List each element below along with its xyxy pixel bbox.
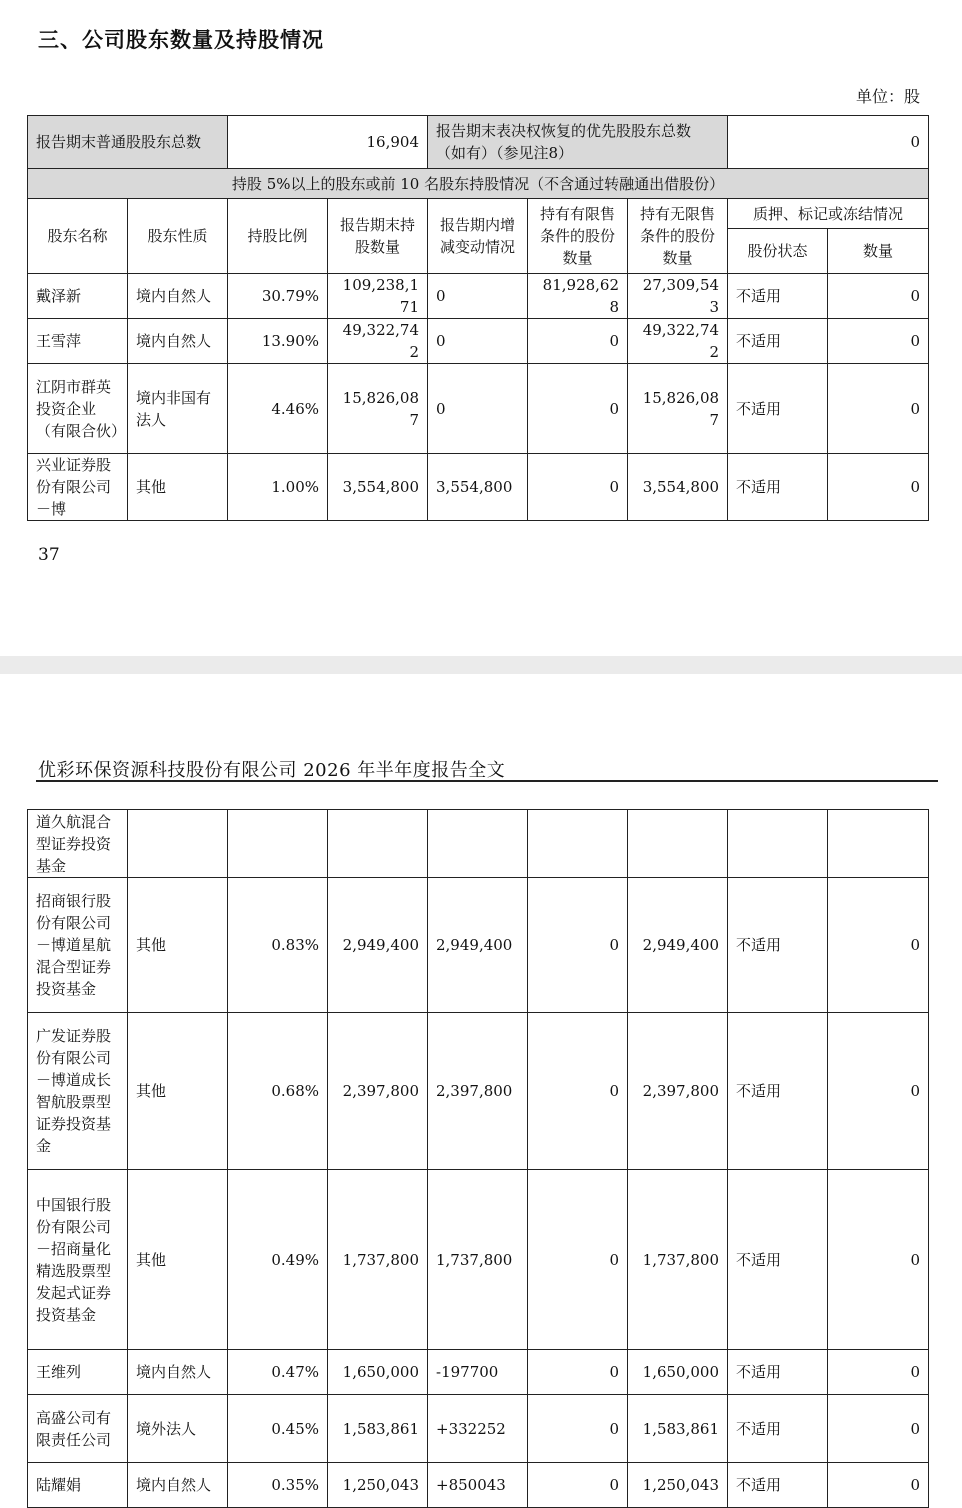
band-row bbox=[28, 169, 929, 199]
page-bottom bbox=[0, 674, 962, 1508]
cell-nature: 其他 bbox=[128, 878, 228, 1013]
cell-ratio: 0.35% bbox=[228, 1463, 328, 1508]
cell-ratio: 0.47% bbox=[228, 1350, 328, 1395]
summary-row bbox=[28, 116, 929, 169]
summary-common-value: 16,904 bbox=[228, 116, 428, 169]
cell-nature: 境内非国有法人 bbox=[128, 364, 228, 454]
cell-qty: 0 bbox=[828, 1463, 929, 1508]
cell-unrestricted: 1,583,861 bbox=[628, 1395, 728, 1463]
cell-shares: 109,238,171 bbox=[328, 274, 428, 319]
cell-change: -197700 bbox=[428, 1350, 528, 1395]
cell-ratio: 1.00% bbox=[228, 454, 328, 521]
header-rule bbox=[36, 780, 938, 782]
cell-ratio: 0.49% bbox=[228, 1170, 328, 1350]
unit-label: 单位：股 bbox=[855, 87, 920, 106]
document-header: 优彩环保资源科技股份有限公司 2026 年半年度报告全文 bbox=[38, 760, 506, 781]
cell-ratio: 0.83% bbox=[228, 878, 328, 1013]
cell-name: 陆耀娟 bbox=[28, 1463, 128, 1508]
cell-status: 不适用 bbox=[728, 454, 828, 521]
cell-ratio: 4.46% bbox=[228, 364, 328, 454]
table-row bbox=[28, 1170, 929, 1350]
cell-shares: 2,397,800 bbox=[328, 1013, 428, 1170]
cell-qty: 0 bbox=[828, 878, 929, 1013]
cell-change: 0 bbox=[428, 319, 528, 364]
table-row bbox=[28, 1350, 929, 1395]
cell-unrestricted: 1,737,800 bbox=[628, 1170, 728, 1350]
cell-qty: 0 bbox=[828, 364, 929, 454]
cell-shares: 15,826,087 bbox=[328, 364, 428, 454]
col-header-shares: 报告期末持股数量 bbox=[328, 199, 428, 274]
table-row bbox=[28, 319, 929, 364]
cell-shares: 49,322,742 bbox=[328, 319, 428, 364]
cell-restricted: 0 bbox=[528, 1013, 628, 1170]
cell-shares: 2,949,400 bbox=[328, 878, 428, 1013]
page-top bbox=[0, 0, 962, 656]
page-separator bbox=[0, 656, 962, 674]
cell-name: 王维列 bbox=[28, 1350, 128, 1395]
cell-restricted: 0 bbox=[528, 319, 628, 364]
cell-qty: 0 bbox=[828, 1395, 929, 1463]
cell-qty: 0 bbox=[828, 274, 929, 319]
cell-change: 2,397,800 bbox=[428, 1013, 528, 1170]
cell-name: 中国银行股份有限公司－招商量化精选股票型发起式证券投资基金 bbox=[28, 1170, 128, 1350]
cell-restricted: 0 bbox=[528, 1463, 628, 1508]
cell-status: 不适用 bbox=[728, 364, 828, 454]
cell-name: 江阴市群英投资企业（有限合伙） bbox=[28, 364, 128, 454]
table-row bbox=[28, 1395, 929, 1463]
cell-change: 2,949,400 bbox=[428, 878, 528, 1013]
cell-change: 0 bbox=[428, 274, 528, 319]
cell-change: +332252 bbox=[428, 1395, 528, 1463]
cell-unrestricted: 1,650,000 bbox=[628, 1350, 728, 1395]
cell-shares: 1,737,800 bbox=[328, 1170, 428, 1350]
cell-restricted: 81,928,628 bbox=[528, 274, 628, 319]
cell-unrestricted: 27,309,543 bbox=[628, 274, 728, 319]
summary-pref-label: 报告期末表决权恢复的优先股股东总数（如有）（参见注8） bbox=[428, 116, 728, 169]
table-row bbox=[28, 364, 929, 454]
cell-change: +850043 bbox=[428, 1463, 528, 1508]
cell-ratio: 30.79% bbox=[228, 274, 328, 319]
cell-name: 兴业证券股份有限公司－博 bbox=[28, 454, 128, 521]
table-row bbox=[28, 454, 929, 521]
page-number: 37 bbox=[38, 545, 60, 565]
cell-change: 1,737,800 bbox=[428, 1170, 528, 1350]
cell-ratio: 0.45% bbox=[228, 1395, 328, 1463]
cell-name: 戴泽新 bbox=[28, 274, 128, 319]
cell-nature: 境内自然人 bbox=[128, 319, 228, 364]
cell-unrestricted: 15,826,087 bbox=[628, 364, 728, 454]
cell-unrestricted: 3,554,800 bbox=[628, 454, 728, 521]
cell-unrestricted: 49,322,742 bbox=[628, 319, 728, 364]
cell-nature: 其他 bbox=[128, 454, 228, 521]
cell-restricted: 0 bbox=[528, 1170, 628, 1350]
col-header-pledge-qty: 数量 bbox=[828, 229, 929, 274]
col-header-pledge: 质押、标记或冻结情况 bbox=[728, 199, 929, 229]
cell-name: 王雪萍 bbox=[28, 319, 128, 364]
cell-change: 0 bbox=[428, 364, 528, 454]
section-title: 三、公司股东数量及持股情况 bbox=[38, 28, 324, 52]
summary-common-label: 报告期末普通股股东总数 bbox=[28, 116, 228, 169]
col-header-restricted: 持有有限售条件的股份数量 bbox=[528, 199, 628, 274]
summary-pref-value: 0 bbox=[728, 116, 929, 169]
table-row bbox=[28, 274, 929, 319]
cell-qty: 0 bbox=[828, 1170, 929, 1350]
cell-status: 不适用 bbox=[728, 1350, 828, 1395]
cell-qty: 0 bbox=[828, 454, 929, 521]
cell-qty: 0 bbox=[828, 1013, 929, 1170]
cell-restricted: 0 bbox=[528, 454, 628, 521]
cell-restricted: 0 bbox=[528, 878, 628, 1013]
cell-restricted: 0 bbox=[528, 364, 628, 454]
cell-shares: 1,250,043 bbox=[328, 1463, 428, 1508]
cell-unrestricted: 2,397,800 bbox=[628, 1013, 728, 1170]
cell-status: 不适用 bbox=[728, 1395, 828, 1463]
shareholder-table-continued bbox=[27, 809, 929, 1508]
cell-status: 不适用 bbox=[728, 319, 828, 364]
table-row bbox=[28, 810, 929, 878]
cell-nature: 境内自然人 bbox=[128, 1463, 228, 1508]
cell-restricted: 0 bbox=[528, 1395, 628, 1463]
cell-status: 不适用 bbox=[728, 1170, 828, 1350]
col-header-pledge-status: 股份状态 bbox=[728, 229, 828, 274]
col-header-change: 报告期内增减变动情况 bbox=[428, 199, 528, 274]
col-header-unrestricted: 持有无限售条件的股份数量 bbox=[628, 199, 728, 274]
table-row bbox=[28, 1463, 929, 1508]
col-header-ratio: 持股比例 bbox=[228, 199, 328, 274]
cell-restricted: 0 bbox=[528, 1350, 628, 1395]
cell-nature: 境内自然人 bbox=[128, 274, 228, 319]
cell-shares: 1,583,861 bbox=[328, 1395, 428, 1463]
table-row bbox=[28, 1013, 929, 1170]
cell-nature: 其他 bbox=[128, 1013, 228, 1170]
cell-unrestricted: 2,949,400 bbox=[628, 878, 728, 1013]
cell-change: 3,554,800 bbox=[428, 454, 528, 521]
cell-shares: 3,554,800 bbox=[328, 454, 428, 521]
cell-name: 广发证券股份有限公司－博道成长智航股票型证券投资基金 bbox=[28, 1013, 128, 1170]
shareholder-table bbox=[27, 115, 929, 521]
cell-status: 不适用 bbox=[728, 1013, 828, 1170]
cell-nature: 其他 bbox=[128, 1170, 228, 1350]
cell-qty: 0 bbox=[828, 319, 929, 364]
cell-shares: 1,650,000 bbox=[328, 1350, 428, 1395]
cell-name: 道久航混合型证券投资基金 bbox=[28, 810, 128, 878]
cell-name: 招商银行股份有限公司－博道星航混合型证券投资基金 bbox=[28, 878, 128, 1013]
cell-status: 不适用 bbox=[728, 1463, 828, 1508]
cell-status: 不适用 bbox=[728, 274, 828, 319]
col-header-nature: 股东性质 bbox=[128, 199, 228, 274]
band-title: 持股 5%以上的股东或前 10 名股东持股情况（不含通过转融通出借股份） bbox=[28, 169, 929, 199]
cell-nature: 境外法人 bbox=[128, 1395, 228, 1463]
cell-name: 高盛公司有限责任公司 bbox=[28, 1395, 128, 1463]
cell-nature: 境内自然人 bbox=[128, 1350, 228, 1395]
cell-ratio: 0.68% bbox=[228, 1013, 328, 1170]
cell-ratio: 13.90% bbox=[228, 319, 328, 364]
cell-unrestricted: 1,250,043 bbox=[628, 1463, 728, 1508]
cell-qty: 0 bbox=[828, 1350, 929, 1395]
header-row-1 bbox=[28, 199, 929, 229]
cell-status: 不适用 bbox=[728, 878, 828, 1013]
table-row bbox=[28, 878, 929, 1013]
col-header-name: 股东名称 bbox=[28, 199, 128, 274]
